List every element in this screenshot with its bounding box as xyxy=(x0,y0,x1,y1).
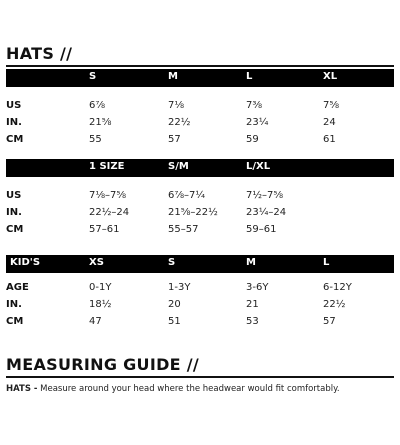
table-3-header xyxy=(6,255,394,273)
header-cell: S xyxy=(89,71,97,82)
table-cell: 57–61 xyxy=(89,224,120,235)
table-cell: 20 xyxy=(168,299,181,310)
table-cell: 7⅜ xyxy=(246,100,263,111)
table-cell: 6-12Y xyxy=(323,282,352,293)
table-cell: 7⅛–7⅝ xyxy=(89,190,127,201)
table-row xyxy=(6,282,394,296)
table-row xyxy=(6,224,394,238)
row-label: IN. xyxy=(6,299,22,310)
header-cell: M xyxy=(168,71,178,82)
table-cell: 7½–7⅝ xyxy=(246,190,284,201)
row-label: CM xyxy=(6,224,24,235)
guide-title: MEASURING GUIDE // xyxy=(6,355,200,374)
row-label: IN. xyxy=(6,207,22,218)
title-divider xyxy=(6,65,394,67)
table-cell: 0-1Y xyxy=(89,282,112,293)
table-cell: 51 xyxy=(168,316,181,327)
table-row xyxy=(6,134,394,148)
table-row xyxy=(6,299,394,313)
table-cell: 47 xyxy=(89,316,102,327)
header-cell: L xyxy=(323,257,330,268)
table-row xyxy=(6,117,394,131)
table-cell: 59–61 xyxy=(246,224,277,235)
header-cell: KID'S xyxy=(10,257,41,268)
table-cell: 61 xyxy=(323,134,336,145)
guide-description: Measure around your head where the headwear would fit comfortably. xyxy=(37,384,340,394)
page-title: HATS // xyxy=(6,44,73,63)
table-cell: 23¼–24 xyxy=(246,207,287,218)
table-cell: 59 xyxy=(246,134,259,145)
table-2-header xyxy=(6,159,394,177)
table-cell: 53 xyxy=(246,316,259,327)
guide-divider xyxy=(6,376,394,378)
row-label: CM xyxy=(6,316,24,327)
table-cell: 21⅝–22½ xyxy=(168,207,218,218)
header-cell: 1 SIZE xyxy=(89,161,125,172)
header-cell: M xyxy=(246,257,256,268)
row-label: AGE xyxy=(6,282,29,293)
table-cell: 18½ xyxy=(89,299,112,310)
row-label: IN. xyxy=(6,117,22,128)
header-cell: L xyxy=(246,71,253,82)
table-cell: 55 xyxy=(89,134,102,145)
guide-text xyxy=(6,384,340,394)
table-cell: 6⅞–7¼ xyxy=(168,190,206,201)
guide-label: HATS - xyxy=(6,384,38,394)
table-row xyxy=(6,100,394,114)
table-cell: 21⅝ xyxy=(89,117,112,128)
table-cell: 21 xyxy=(246,299,259,310)
table-1-header xyxy=(6,69,394,87)
header-cell: L/XL xyxy=(246,161,271,172)
table-cell: 23¼ xyxy=(246,117,269,128)
table-cell: 57 xyxy=(168,134,181,145)
header-cell: XL xyxy=(323,71,338,82)
table-cell: 6⅞ xyxy=(89,100,106,111)
table-cell: 22½–24 xyxy=(89,207,130,218)
table-cell: 55–57 xyxy=(168,224,199,235)
table-row xyxy=(6,207,394,221)
table-cell: 7⅛ xyxy=(168,100,185,111)
table-cell: 22½ xyxy=(168,117,191,128)
table-cell: 3-6Y xyxy=(246,282,269,293)
table-row xyxy=(6,190,394,204)
header-cell: S/M xyxy=(168,161,189,172)
row-label: CM xyxy=(6,134,24,145)
row-label: US xyxy=(6,100,22,111)
table-row xyxy=(6,316,394,330)
table-cell: 22½ xyxy=(323,299,346,310)
table-cell: 7⅝ xyxy=(323,100,340,111)
table-cell: 24 xyxy=(323,117,336,128)
header-cell: S xyxy=(168,257,176,268)
row-label: US xyxy=(6,190,22,201)
table-cell: 1-3Y xyxy=(168,282,191,293)
header-cell: XS xyxy=(89,257,104,268)
table-cell: 57 xyxy=(323,316,336,327)
